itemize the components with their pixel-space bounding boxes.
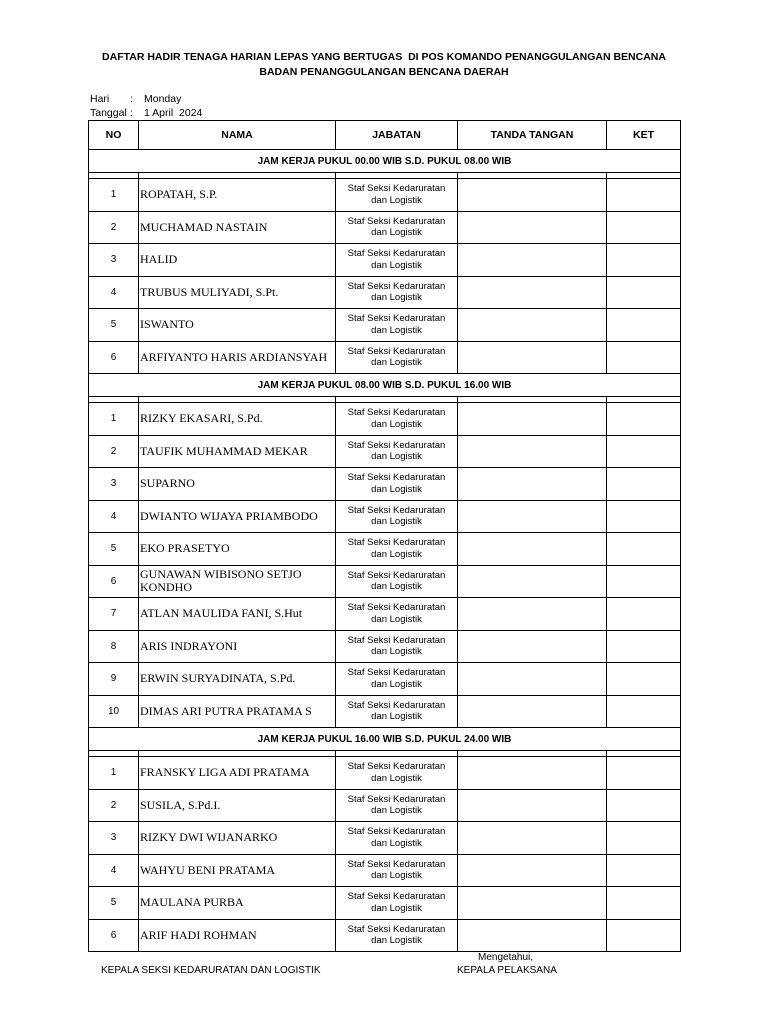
cell-jabatan — [336, 403, 458, 436]
cell-jabatan — [336, 309, 458, 342]
cell-no: 1 — [89, 403, 139, 436]
jabatan-line-2: dan Logistik — [371, 227, 422, 239]
cell-ket[interactable] — [607, 565, 681, 598]
header-tanda-tangan: TANDA TANGAN — [458, 121, 607, 150]
cell-tanda-tangan[interactable] — [458, 789, 607, 822]
jabatan-line-2: dan Logistik — [371, 902, 422, 914]
table-row — [89, 663, 681, 696]
hari-separator: : — [130, 93, 133, 105]
jabatan-line-1: Staf Seksi Kedaruratan — [347, 634, 446, 646]
cell-tanda-tangan[interactable] — [458, 663, 607, 696]
jabatan-line-2: dan Logistik — [371, 451, 422, 463]
shift-label: JAM KERJA PUKUL 00.00 WIB S.D. PUKUL 08.00 WIB — [89, 150, 681, 173]
cell-ket[interactable] — [607, 695, 681, 728]
table-row — [89, 403, 681, 436]
cell-jabatan — [336, 276, 458, 309]
cell-nama: ARFIYANTO HARIS ARDIANSYAH — [139, 341, 336, 374]
cell-ket[interactable] — [607, 630, 681, 663]
cell-nama: DIMAS ARI PUTRA PRATAMA S — [139, 695, 336, 728]
jabatan-line-2: dan Logistik — [371, 418, 422, 430]
table-row — [89, 435, 681, 468]
tanggal-label: Tanggal — [90, 107, 127, 119]
cell-ket[interactable] — [607, 663, 681, 696]
meta-hari — [90, 92, 202, 106]
cell-ket[interactable] — [607, 757, 681, 790]
cell-tanda-tangan[interactable] — [458, 822, 607, 855]
cell-ket[interactable] — [607, 403, 681, 436]
jabatan-line-2: dan Logistik — [371, 646, 422, 658]
document-title — [0, 50, 768, 80]
jabatan-line-2: dan Logistik — [371, 711, 422, 723]
cell-nama: ROPATAH, S.P. — [139, 179, 336, 212]
shift-header-row — [89, 374, 681, 397]
jabatan-line-2: dan Logistik — [371, 805, 422, 817]
cell-tanda-tangan[interactable] — [458, 468, 607, 501]
cell-nama: RIZKY DWI WIJANARKO — [139, 822, 336, 855]
cell-tanda-tangan[interactable] — [458, 500, 607, 533]
jabatan-line-1: Staf Seksi Kedaruratan — [347, 793, 446, 805]
jabatan-line-2: dan Logistik — [371, 483, 422, 495]
jabatan-line-1: Staf Seksi Kedaruratan — [347, 345, 446, 357]
cell-ket[interactable] — [607, 533, 681, 566]
cell-nama: EKO PRASETYO — [139, 533, 336, 566]
cell-ket[interactable] — [607, 854, 681, 887]
hari-value: Monday — [144, 93, 182, 105]
cell-no: 8 — [89, 630, 139, 663]
cell-jabatan — [336, 789, 458, 822]
cell-tanda-tangan[interactable] — [458, 695, 607, 728]
table-row — [89, 757, 681, 790]
jabatan-line-2: dan Logistik — [371, 548, 422, 560]
cell-jabatan — [336, 435, 458, 468]
meta-tanggal — [90, 106, 202, 120]
cell-no: 4 — [89, 854, 139, 887]
jabatan-line-2: dan Logistik — [371, 357, 422, 369]
cell-nama: ERWIN SURYADINATA, S.Pd. — [139, 663, 336, 696]
cell-jabatan — [336, 244, 458, 277]
shift-label: JAM KERJA PUKUL 16.00 WIB S.D. PUKUL 24.00 WIB — [89, 728, 681, 751]
hari-label: Hari — [90, 93, 110, 105]
cell-jabatan — [336, 565, 458, 598]
cell-no: 4 — [89, 500, 139, 533]
cell-no: 2 — [89, 211, 139, 244]
cell-ket[interactable] — [607, 598, 681, 631]
jabatan-line-1: Staf Seksi Kedaruratan — [347, 504, 446, 516]
jabatan-line-2: dan Logistik — [371, 581, 422, 593]
cell-no: 3 — [89, 822, 139, 855]
cell-tanda-tangan[interactable] — [458, 435, 607, 468]
jabatan-line-2: dan Logistik — [371, 259, 422, 271]
cell-no: 9 — [89, 663, 139, 696]
cell-ket[interactable] — [607, 887, 681, 920]
cell-ket[interactable] — [607, 468, 681, 501]
cell-no: 5 — [89, 533, 139, 566]
table-row — [89, 276, 681, 309]
kepala-pelaksana-title: KEPALA PELAKSANA — [457, 965, 557, 976]
cell-nama: SUPARNO — [139, 468, 336, 501]
cell-jabatan — [336, 757, 458, 790]
table-row — [89, 822, 681, 855]
table-header-row — [89, 121, 681, 150]
cell-jabatan — [336, 179, 458, 212]
cell-jabatan — [336, 533, 458, 566]
cell-jabatan — [336, 919, 458, 952]
cell-no: 5 — [89, 309, 139, 342]
jabatan-line-1: Staf Seksi Kedaruratan — [347, 472, 446, 484]
jabatan-line-1: Staf Seksi Kedaruratan — [347, 215, 446, 227]
cell-ket[interactable] — [607, 276, 681, 309]
jabatan-line-2: dan Logistik — [371, 292, 422, 304]
jabatan-line-2: dan Logistik — [371, 516, 422, 528]
cell-ket[interactable] — [607, 789, 681, 822]
table-row — [89, 695, 681, 728]
tanggal-separator: : — [130, 107, 133, 119]
jabatan-line-2: dan Logistik — [371, 678, 422, 690]
cell-jabatan — [336, 663, 458, 696]
cell-nama: ARIF HADI ROHMAN — [139, 919, 336, 952]
shift-label: JAM KERJA PUKUL 08.00 WIB S.D. PUKUL 16.00 WIB — [89, 374, 681, 397]
cell-jabatan — [336, 598, 458, 631]
jabatan-line-1: Staf Seksi Kedaruratan — [347, 858, 446, 870]
table-row — [89, 211, 681, 244]
cell-ket[interactable] — [607, 179, 681, 212]
cell-nama: ARIS INDRAYONI — [139, 630, 336, 663]
header-ket: KET — [607, 121, 681, 150]
jabatan-line-1: Staf Seksi Kedaruratan — [347, 569, 446, 581]
cell-no: 6 — [89, 919, 139, 952]
cell-no: 2 — [89, 789, 139, 822]
jabatan-line-2: dan Logistik — [371, 772, 422, 784]
meta-info — [90, 92, 202, 120]
cell-tanda-tangan[interactable] — [458, 919, 607, 952]
cell-nama: RIZKY EKASARI, S.Pd. — [139, 403, 336, 436]
cell-nama: TAUFIK MUHAMMAD MEKAR — [139, 435, 336, 468]
cell-no: 3 — [89, 468, 139, 501]
cell-jabatan — [336, 211, 458, 244]
table-row — [89, 789, 681, 822]
jabatan-line-1: Staf Seksi Kedaruratan — [347, 602, 446, 614]
cell-tanda-tangan[interactable] — [458, 757, 607, 790]
cell-no: 4 — [89, 276, 139, 309]
cell-ket[interactable] — [607, 435, 681, 468]
cell-nama: GUNAWAN WIBISONO SETJO KONDHO — [139, 565, 336, 598]
cell-tanda-tangan[interactable] — [458, 276, 607, 309]
cell-tanda-tangan[interactable] — [458, 533, 607, 566]
cell-nama: MUCHAMAD NASTAIN — [139, 211, 336, 244]
cell-jabatan — [336, 630, 458, 663]
cell-ket[interactable] — [607, 211, 681, 244]
table-row — [89, 500, 681, 533]
jabatan-line-2: dan Logistik — [371, 324, 422, 336]
cell-jabatan — [336, 500, 458, 533]
jabatan-line-1: Staf Seksi Kedaruratan — [347, 891, 446, 903]
cell-nama: ATLAN MAULIDA FANI, S.Hut — [139, 598, 336, 631]
jabatan-line-1: Staf Seksi Kedaruratan — [347, 923, 446, 935]
cell-nama: ISWANTO — [139, 309, 336, 342]
table-row — [89, 919, 681, 952]
cell-no: 3 — [89, 244, 139, 277]
table-row — [89, 887, 681, 920]
jabatan-line-1: Staf Seksi Kedaruratan — [347, 667, 446, 679]
cell-tanda-tangan[interactable] — [458, 309, 607, 342]
jabatan-line-1: Staf Seksi Kedaruratan — [347, 183, 446, 195]
shift-header-row — [89, 150, 681, 173]
cell-ket[interactable] — [607, 309, 681, 342]
table-row — [89, 244, 681, 277]
cell-tanda-tangan[interactable] — [458, 403, 607, 436]
jabatan-line-1: Staf Seksi Kedaruratan — [347, 280, 446, 292]
cell-jabatan — [336, 822, 458, 855]
shift-header-row — [89, 728, 681, 751]
table-row — [89, 341, 681, 374]
jabatan-line-1: Staf Seksi Kedaruratan — [347, 699, 446, 711]
title-line-1: DAFTAR HADIR TENAGA HARIAN LEPAS YANG BERTUGAS DI POS KOMANDO PENANGGULANGAN BENCANA — [102, 51, 666, 63]
cell-jabatan — [336, 887, 458, 920]
cell-nama: HALID — [139, 244, 336, 277]
jabatan-line-2: dan Logistik — [371, 194, 422, 206]
cell-jabatan — [336, 468, 458, 501]
cell-no: 7 — [89, 598, 139, 631]
cell-nama: WAHYU BENI PRATAMA — [139, 854, 336, 887]
jabatan-line-1: Staf Seksi Kedaruratan — [347, 537, 446, 549]
jabatan-line-1: Staf Seksi Kedaruratan — [347, 761, 446, 773]
cell-no: 1 — [89, 179, 139, 212]
cell-jabatan — [336, 854, 458, 887]
jabatan-line-1: Staf Seksi Kedaruratan — [347, 439, 446, 451]
jabatan-line-1: Staf Seksi Kedaruratan — [347, 313, 446, 325]
cell-tanda-tangan[interactable] — [458, 244, 607, 277]
table-row — [89, 598, 681, 631]
cell-tanda-tangan[interactable] — [458, 211, 607, 244]
cell-jabatan — [336, 341, 458, 374]
attendance-table — [88, 120, 681, 952]
jabatan-line-1: Staf Seksi Kedaruratan — [347, 826, 446, 838]
cell-ket[interactable] — [607, 500, 681, 533]
cell-nama: SUSILA, S.Pd.I. — [139, 789, 336, 822]
cell-ket[interactable] — [607, 919, 681, 952]
cell-ket[interactable] — [607, 822, 681, 855]
jabatan-line-2: dan Logistik — [371, 837, 422, 849]
cell-no: 1 — [89, 757, 139, 790]
cell-tanda-tangan[interactable] — [458, 854, 607, 887]
cell-nama: MAULANA PURBA — [139, 887, 336, 920]
mengetahui-label: Mengetahui, — [478, 952, 534, 963]
title-line-2: BADAN PENANGGULANGAN BENCANA DAERAH — [259, 66, 509, 78]
jabatan-line-2: dan Logistik — [371, 870, 422, 882]
jabatan-line-2: dan Logistik — [371, 613, 422, 625]
cell-no: 6 — [89, 565, 139, 598]
cell-tanda-tangan[interactable] — [458, 887, 607, 920]
cell-no: 5 — [89, 887, 139, 920]
kepala-seksi-title: KEPALA SEKSI KEDARURATAN DAN LOGISTIK — [101, 965, 321, 976]
table-body — [89, 150, 681, 952]
cell-tanda-tangan[interactable] — [458, 341, 607, 374]
jabatan-line-1: Staf Seksi Kedaruratan — [347, 407, 446, 419]
cell-no: 10 — [89, 695, 139, 728]
cell-jabatan — [336, 695, 458, 728]
table-row — [89, 533, 681, 566]
header-no: NO — [89, 121, 139, 150]
cell-tanda-tangan[interactable] — [458, 565, 607, 598]
table-row — [89, 309, 681, 342]
cell-ket[interactable] — [607, 244, 681, 277]
footer-left — [101, 964, 321, 977]
cell-tanda-tangan[interactable] — [458, 630, 607, 663]
cell-tanda-tangan[interactable] — [458, 179, 607, 212]
table-row — [89, 179, 681, 212]
cell-nama: DWIANTO WIJAYA PRIAMBODO — [139, 500, 336, 533]
table-row — [89, 468, 681, 501]
cell-nama: TRUBUS MULIYADI, S.Pt. — [139, 276, 336, 309]
jabatan-line-2: dan Logistik — [371, 935, 422, 947]
cell-no: 6 — [89, 341, 139, 374]
table-row — [89, 854, 681, 887]
table-row — [89, 630, 681, 663]
cell-no: 2 — [89, 435, 139, 468]
jabatan-line-1: Staf Seksi Kedaruratan — [347, 248, 446, 260]
tanggal-value: 1 April 2024 — [144, 107, 203, 119]
header-jabatan: JABATAN — [336, 121, 458, 150]
table-row — [89, 565, 681, 598]
cell-nama: FRANSKY LIGA ADI PRATAMA — [139, 757, 336, 790]
cell-tanda-tangan[interactable] — [458, 598, 607, 631]
cell-ket[interactable] — [607, 341, 681, 374]
header-nama: NAMA — [139, 121, 336, 150]
